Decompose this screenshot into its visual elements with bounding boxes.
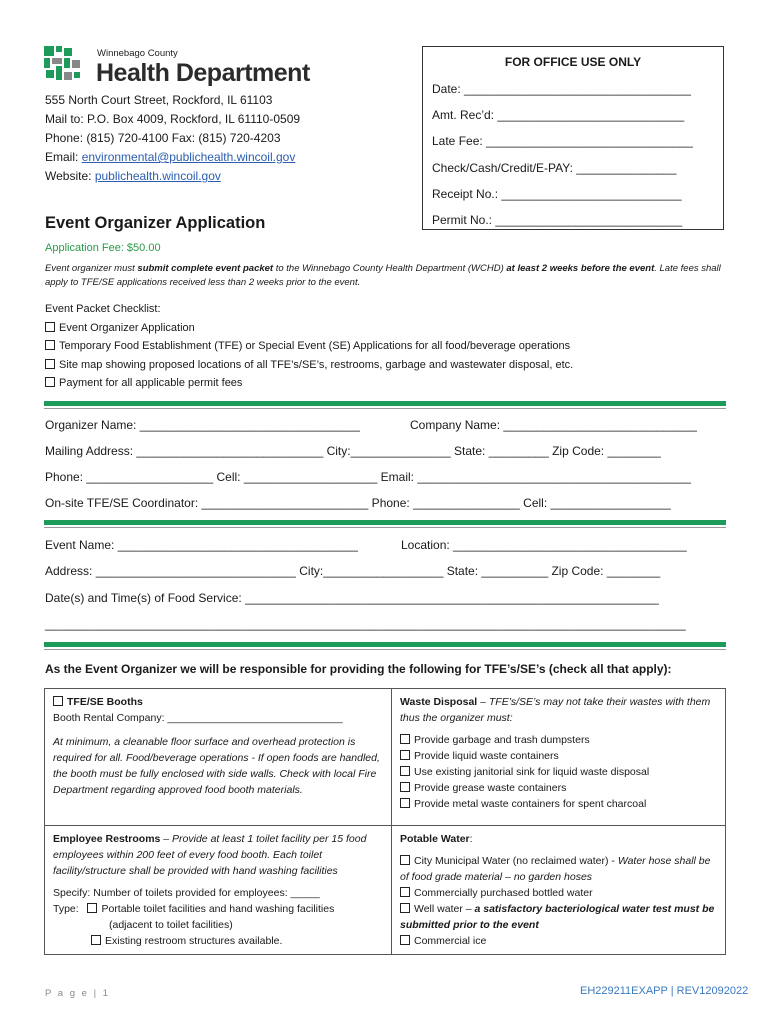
event-address-field[interactable]: Address: ______________________________ City:__________________ State: __________ Zip Code: ________	[45, 564, 661, 578]
checkbox[interactable]	[400, 903, 410, 913]
restroom-heading	[53, 831, 383, 879]
checkbox[interactable]	[400, 782, 410, 792]
water-option[interactable]	[400, 885, 717, 901]
waste-item-label: Provide grease waste containers	[414, 782, 567, 794]
responsibility-table	[44, 688, 726, 955]
checkbox[interactable]	[45, 340, 55, 350]
checkbox[interactable]	[400, 887, 410, 897]
waste-note: – TFE’s/SE’s may not take their wastes with them thus the organizer must:	[400, 696, 711, 724]
checkbox[interactable]	[53, 696, 63, 706]
event-name-field[interactable]: Event Name: ____________________________________	[45, 538, 358, 552]
waste-item-label: Provide metal waste containers for spent charcoal	[414, 798, 647, 810]
water-option-label: Commercially purchased bottled water	[414, 887, 593, 899]
checklist-item[interactable]	[45, 337, 573, 356]
water-option-label: Commercial ice	[414, 935, 487, 947]
checklist-label: Site map showing proposed locations of all TFE’s/SE’s, restrooms, garbage and wastewater disposal, etc.	[59, 358, 574, 371]
coordinator-field[interactable]: On-site TFE/SE Coordinator: _________________________ Phone: ________________ Cell: __________________	[45, 496, 671, 510]
waste-heading	[400, 694, 717, 726]
section-divider-thin	[44, 649, 726, 650]
water-title: Potable Water	[400, 833, 470, 845]
intro-bold: submit complete event packet	[137, 263, 274, 274]
booth-rental-field[interactable]: Booth Rental Company: ______________________________	[53, 712, 343, 724]
office-title: FOR OFFICE USE ONLY	[504, 55, 642, 69]
checkbox[interactable]	[45, 359, 55, 369]
form-code: EH229211EXAPP | REV12092022	[580, 985, 749, 997]
address-line: 555 North Court Street, Rockford, IL 61103	[45, 93, 273, 107]
section-divider	[44, 401, 726, 406]
mail-line: Mail to: P.O. Box 4009, Rockford, IL 61110-0509	[45, 112, 301, 126]
office-payment-field: Check/Cash/Credit/E-PAY: _______________	[432, 161, 677, 175]
potable-water-cell	[392, 826, 726, 955]
organizer-name-field[interactable]: Organizer Name: _________________________________	[45, 418, 360, 432]
dates-times-continued-field[interactable]: ________________________________________________________________________________________________	[45, 617, 686, 631]
page-number: P a g e | 1	[45, 988, 110, 999]
office-receipt-field: Receipt No.: ___________________________	[432, 187, 682, 201]
contact-block	[45, 91, 300, 186]
checkbox[interactable]	[400, 734, 410, 744]
checklist-title: Event Packet Checklist:	[45, 303, 161, 315]
water-option[interactable]	[400, 933, 717, 949]
checkbox[interactable]	[45, 377, 55, 387]
intro-part: to the Winnebago County Health Department (WCHD)	[273, 263, 507, 274]
type-option-label: Portable toilet facilities and hand washing facilities	[101, 903, 335, 915]
email-label: Email:	[45, 150, 82, 164]
restrooms-cell	[45, 826, 392, 955]
office-amount-field: Amt. Rec’d: ____________________________	[432, 108, 685, 122]
checklist-label: Payment for all applicable permit fees	[59, 377, 243, 389]
page-title: Event Organizer Application	[45, 214, 266, 232]
intro-part: . Late fees shall apply to TFE/SE applications received less than 2 weeks prior to the event.	[45, 263, 721, 288]
checkbox[interactable]	[45, 322, 55, 332]
checklist-label: Event Organizer Application	[59, 321, 195, 334]
office-use-box	[422, 46, 724, 230]
restroom-type-option[interactable]	[53, 901, 383, 917]
tfe-booths-note: At minimum, a cleanable floor surface and overhead protection is required for all. Food/beverage operations - If open foods are handled, the booth must be fully enclosed with side walls. Check with local Fire Department regarding approved food booth materials.	[53, 736, 380, 796]
waste-item[interactable]	[400, 748, 717, 764]
office-permit-field: Permit No.: ____________________________	[432, 213, 683, 227]
checklist-item[interactable]	[45, 356, 573, 375]
type-option-label: Existing restroom structures available.	[105, 935, 283, 947]
section-divider	[44, 520, 726, 525]
toilet-count-field[interactable]: Specify: Number of toilets provided for employees: _____	[53, 887, 320, 899]
waste-item[interactable]	[400, 780, 717, 796]
office-date-field: Date: __________________________________	[432, 82, 691, 96]
section-divider-thin	[44, 408, 726, 409]
tfe-booths-cell	[45, 689, 392, 826]
checklist-item[interactable]	[45, 374, 573, 393]
checkbox[interactable]	[400, 750, 410, 760]
org-name: Health Department	[96, 59, 310, 87]
waste-item-label: Use existing janitorial sink for liquid waste disposal	[414, 766, 650, 778]
application-fee: Application Fee: $50.00	[45, 242, 161, 254]
type-label: Type:	[53, 903, 79, 915]
checkbox[interactable]	[400, 855, 410, 865]
water-heading: Potable Water:	[400, 833, 473, 845]
waste-item-label: Provide garbage and trash dumpsters	[414, 734, 590, 746]
restroom-type-option[interactable]	[53, 933, 383, 949]
water-option-note: a satisfactory bacteriological water test must be submitted prior to the event	[400, 903, 715, 931]
mailing-address-field[interactable]: Mailing Address: ____________________________ City:_______________ State: _________ Zip Code: ________	[45, 444, 661, 458]
tfe-booths-label: TFE/SE Booths	[67, 696, 143, 708]
water-option[interactable]	[400, 853, 717, 885]
office-late-fee-field: Late Fee: _______________________________	[432, 134, 693, 148]
restroom-title: Employee Restrooms	[53, 833, 161, 845]
email-link[interactable]: environmental@publichealth.wincoil.gov	[81, 150, 296, 164]
packet-checklist	[45, 300, 573, 393]
phone-fax-line: Phone: (815) 720-4100 Fax: (815) 720-4203	[45, 131, 281, 145]
checkbox[interactable]	[91, 935, 101, 945]
section-divider-thin	[44, 527, 726, 528]
checkbox[interactable]	[87, 903, 97, 913]
water-option-note: Water hose shall be of food grade material – no garden hoses	[400, 855, 711, 883]
checkbox[interactable]	[400, 935, 410, 945]
website-link[interactable]: publichealth.wincoil.gov	[94, 169, 221, 183]
tfe-booths-option[interactable]	[53, 694, 383, 710]
location-field[interactable]: Location: ___________________________________	[401, 538, 687, 552]
health-department-logo-icon	[44, 46, 80, 82]
checklist-item[interactable]	[45, 319, 573, 338]
website-line	[45, 167, 300, 186]
intro-part: Event organizer must	[45, 263, 138, 274]
restroom-note: – Provide at least 1 toilet facility per 15 food employees within 200 feet of every food booth. Each toilet facility/structure shall be provided with hand washing facilities	[53, 833, 367, 877]
email-line	[45, 148, 300, 167]
company-name-field[interactable]: Company Name: _____________________________	[410, 418, 697, 432]
dates-times-field[interactable]: Date(s) and Time(s) of Food Service: ______________________________________________________________	[45, 591, 659, 605]
waste-title: Waste Disposal	[400, 696, 478, 708]
water-option[interactable]	[400, 901, 717, 933]
waste-item[interactable]	[400, 732, 717, 748]
checklist-label: Temporary Food Establishment (TFE) or Special Event (SE) Applications for all food/beverage operations	[59, 340, 571, 352]
intro-bold: at least 2 weeks before the event	[506, 263, 655, 274]
waste-item[interactable]	[400, 796, 717, 812]
section-divider	[44, 642, 726, 647]
checkbox[interactable]	[400, 798, 410, 808]
phone-cell-email-field[interactable]: Phone: ___________________ Cell: ____________________ Email: _________________________________________	[45, 470, 691, 484]
checkbox[interactable]	[400, 766, 410, 776]
intro-text	[45, 262, 725, 290]
water-option-label: City Municipal Water (no reclaimed water) -	[414, 855, 618, 867]
type-option-sublabel: (adjacent to toilet facilities)	[109, 919, 233, 931]
waste-item[interactable]	[400, 764, 717, 780]
waste-disposal-cell	[392, 689, 726, 826]
website-label: Website:	[45, 169, 95, 183]
org-county-name: Winnebago County	[97, 48, 178, 59]
water-option-label: Well water –	[414, 903, 475, 915]
responsibility-heading: As the Event Organizer we will be responsible for providing the following for TFE’s/SE’s (check all that apply):	[45, 662, 672, 676]
waste-item-label: Provide liquid waste containers	[414, 750, 559, 762]
